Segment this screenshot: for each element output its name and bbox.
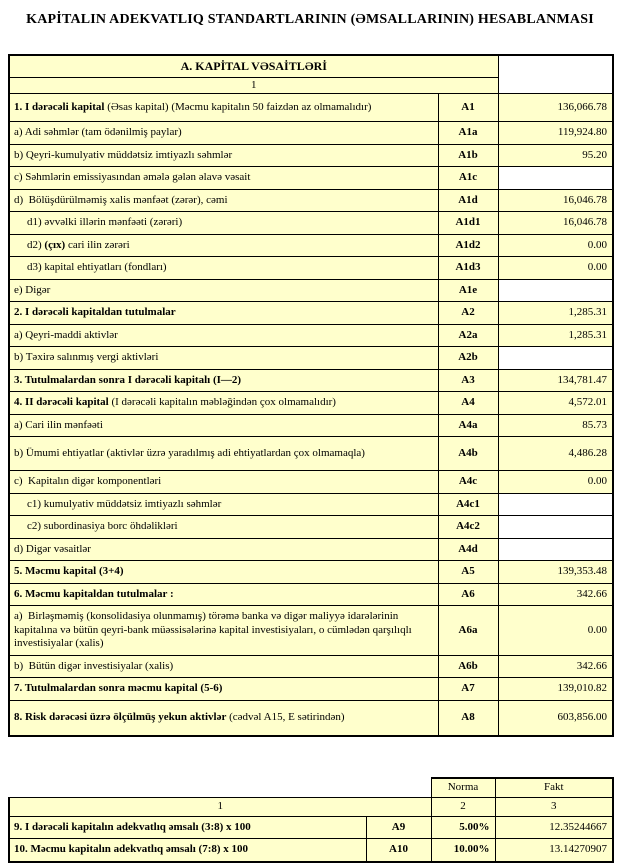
- row-label: a) Cari ilin mənfəəti: [9, 414, 438, 437]
- main-table-body: [9, 55, 613, 736]
- table-row: [9, 414, 613, 437]
- table-row: [9, 606, 613, 656]
- row-value: 4,572.01: [498, 392, 613, 415]
- row-code: A2a: [438, 324, 498, 347]
- row-label: b) Ümumi ehtiyatlar (aktivlər üzrə yaradılmış adi ehtiyatlardan çox olmamaqla): [9, 437, 438, 471]
- row-code: A4c: [438, 471, 498, 494]
- table-row: [9, 167, 613, 190]
- row-label: 6. Məcmu kapitaldan tutulmalar :: [9, 583, 438, 606]
- row-code: A1d3: [438, 257, 498, 280]
- row-value: 0.00: [498, 471, 613, 494]
- row-label: 4. II dərəcəli kapital (I dərəcəli kapitalın məbləğindən çox olmamalıdır): [9, 392, 438, 415]
- ratio-label: 10. Məcmu kapitalın adekvatlıq əmsalı (7:8) x 100: [9, 839, 366, 862]
- table-row: [9, 279, 613, 302]
- row-label: 1. I dərəcəli kapital (Əsas kapital) (Məcmu kapitalın 50 faizdən az olmamalıdır): [9, 94, 438, 122]
- row-label: a) Adi səhmlər (tam ödənilmiş paylar): [9, 122, 438, 145]
- table-row: [9, 257, 613, 280]
- ratio-code: A9: [366, 816, 431, 839]
- row-code: A4a: [438, 414, 498, 437]
- adequacy-ratios-table: [8, 777, 614, 863]
- value-column-header-cell: [498, 55, 613, 94]
- row-value: 85.73: [498, 414, 613, 437]
- table-row: [9, 94, 613, 122]
- ratio-label: 9. I dərəcəli kapitalın adekvatlıq əmsalı (3:8) x 100: [9, 816, 366, 839]
- ratio-row: [9, 816, 613, 839]
- row-value: 136,066.78: [498, 94, 613, 122]
- row-code: A1e: [438, 279, 498, 302]
- row-code: A1d2: [438, 234, 498, 257]
- row-label: b) Təxirə salınmış vergi aktivləri: [9, 347, 438, 370]
- bottom-column-number-3: 3: [495, 797, 613, 816]
- row-label: b) Qeyri-kumulyativ müddətsiz imtiyazlı səhmlər: [9, 144, 438, 167]
- row-label: 2. I dərəcəli kapitaldan tutulmalar: [9, 302, 438, 325]
- ratio-norma: 5.00%: [431, 816, 495, 839]
- section-header: A. KAPİTAL VƏSAİTLƏRİ: [9, 55, 498, 77]
- table-row: [9, 516, 613, 539]
- fakt-header: Fakt: [495, 778, 613, 797]
- row-code: A4d: [438, 538, 498, 561]
- ratio-code: A10: [366, 839, 431, 862]
- row-label: d) Digər vəsaitlər: [9, 538, 438, 561]
- table-row: [9, 561, 613, 584]
- row-value: 0.00: [498, 234, 613, 257]
- row-value: 139,010.82: [498, 678, 613, 701]
- row-code: A5: [438, 561, 498, 584]
- row-value: [498, 516, 613, 539]
- row-label: c2) subordinasiya borc öhdəlikləri: [9, 516, 438, 539]
- section-header-row: [9, 55, 613, 77]
- row-code: A1d1: [438, 212, 498, 235]
- row-code: A1b: [438, 144, 498, 167]
- row-label: 3. Tutulmalardan sonra I dərəcəli kapitalı (I—2): [9, 369, 438, 392]
- row-label: a) Qeyri-maddi aktivlər: [9, 324, 438, 347]
- bottom-column-number-row: [9, 797, 613, 816]
- row-code: A6: [438, 583, 498, 606]
- table-row: [9, 655, 613, 678]
- row-value: 342.66: [498, 583, 613, 606]
- row-value: 1,285.31: [498, 302, 613, 325]
- row-code: A4b: [438, 437, 498, 471]
- bottom-column-number-1: 1: [9, 797, 431, 816]
- norma-header: Norma: [431, 778, 495, 797]
- ratio-norma: 10.00%: [431, 839, 495, 862]
- row-code: A6b: [438, 655, 498, 678]
- row-code: A1c: [438, 167, 498, 190]
- table-row: [9, 369, 613, 392]
- row-value: 342.66: [498, 655, 613, 678]
- row-label: c1) kumulyativ müddətsiz imtiyazlı səhmlər: [9, 493, 438, 516]
- row-code: A8: [438, 700, 498, 736]
- row-value: [498, 493, 613, 516]
- table-row: [9, 302, 613, 325]
- table-row: [9, 122, 613, 145]
- ratio-fakt: 12.35244667: [495, 816, 613, 839]
- table-row: [9, 189, 613, 212]
- row-value: 139,353.48: [498, 561, 613, 584]
- table-row: [9, 234, 613, 257]
- row-value: 603,856.00: [498, 700, 613, 736]
- row-code: A1: [438, 94, 498, 122]
- table-row: [9, 538, 613, 561]
- ratio-fakt: 13.14270907: [495, 839, 613, 862]
- row-value: 4,486.28: [498, 437, 613, 471]
- row-code: A3: [438, 369, 498, 392]
- ratio-row: [9, 839, 613, 862]
- row-code: A4c2: [438, 516, 498, 539]
- column-number: 1: [9, 77, 498, 94]
- row-value: 1,285.31: [498, 324, 613, 347]
- capital-funds-table: [8, 54, 614, 737]
- bottom-header-spacer: [9, 778, 431, 797]
- table-row: [9, 144, 613, 167]
- row-value: 16,046.78: [498, 212, 613, 235]
- row-value: 0.00: [498, 606, 613, 656]
- row-code: A4: [438, 392, 498, 415]
- row-code: A4c1: [438, 493, 498, 516]
- row-label: d) Bölüşdürülməmiş xalis mənfəət (zərər), cəmi: [9, 189, 438, 212]
- row-label: d2) (çıx) cari ilin zərəri: [9, 234, 438, 257]
- row-label: c) Kapitalın digər komponentləri: [9, 471, 438, 494]
- table-row: [9, 471, 613, 494]
- row-value: 0.00: [498, 257, 613, 280]
- row-value: [498, 167, 613, 190]
- table-row: [9, 700, 613, 736]
- row-label: d3) kapital ehtiyatları (fondları): [9, 257, 438, 280]
- row-code: A7: [438, 678, 498, 701]
- row-value: [498, 279, 613, 302]
- row-label: c) Səhmlərin emissiyasından əmələ gələn əlavə vəsait: [9, 167, 438, 190]
- row-code: A2: [438, 302, 498, 325]
- table-row: [9, 678, 613, 701]
- row-code: A1d: [438, 189, 498, 212]
- row-value: 95.20: [498, 144, 613, 167]
- table-row: [9, 493, 613, 516]
- row-value: [498, 347, 613, 370]
- bottom-column-number-2: 2: [431, 797, 495, 816]
- table-row: [9, 324, 613, 347]
- row-value: 134,781.47: [498, 369, 613, 392]
- table-row: [9, 583, 613, 606]
- row-label: e) Digər: [9, 279, 438, 302]
- row-label: d1) əvvəlki illərin mənfəəti (zərəri): [9, 212, 438, 235]
- row-code: A1a: [438, 122, 498, 145]
- table-row: [9, 212, 613, 235]
- row-value: [498, 538, 613, 561]
- page-title: KAPİTALIN ADEKVATLIQ STANDARTLARININ (ƏMSALLARININ) HESABLANMASI: [26, 12, 594, 27]
- bottom-header-row: [9, 778, 613, 797]
- row-label: b) Bütün digər investisiyalar (xalis): [9, 655, 438, 678]
- table-row: [9, 347, 613, 370]
- row-code: A6a: [438, 606, 498, 656]
- table-row: [9, 437, 613, 471]
- row-value: 119,924.80: [498, 122, 613, 145]
- row-label: 7. Tutulmalardan sonra məcmu kapital (5-6): [9, 678, 438, 701]
- bottom-table-body: [9, 778, 613, 862]
- row-label: 5. Məcmu kapital (3+4): [9, 561, 438, 584]
- row-code: A2b: [438, 347, 498, 370]
- row-label: a) Birləşməmiş (konsolidasiya olunmamış) törəmə banka və digər maliyyə idarələrinin kapitalına və bütün qeyri-bank müəssisələrinə kapital investisiyaları, o cümlədən qarşılıqlı investisiyalar (xalis): [9, 606, 438, 656]
- table-row: [9, 392, 613, 415]
- row-label: 8. Risk dərəcəsi üzrə ölçülmüş yekun aktivlər (cədvəl A15, E sətirindən): [9, 700, 438, 736]
- row-value: 16,046.78: [498, 189, 613, 212]
